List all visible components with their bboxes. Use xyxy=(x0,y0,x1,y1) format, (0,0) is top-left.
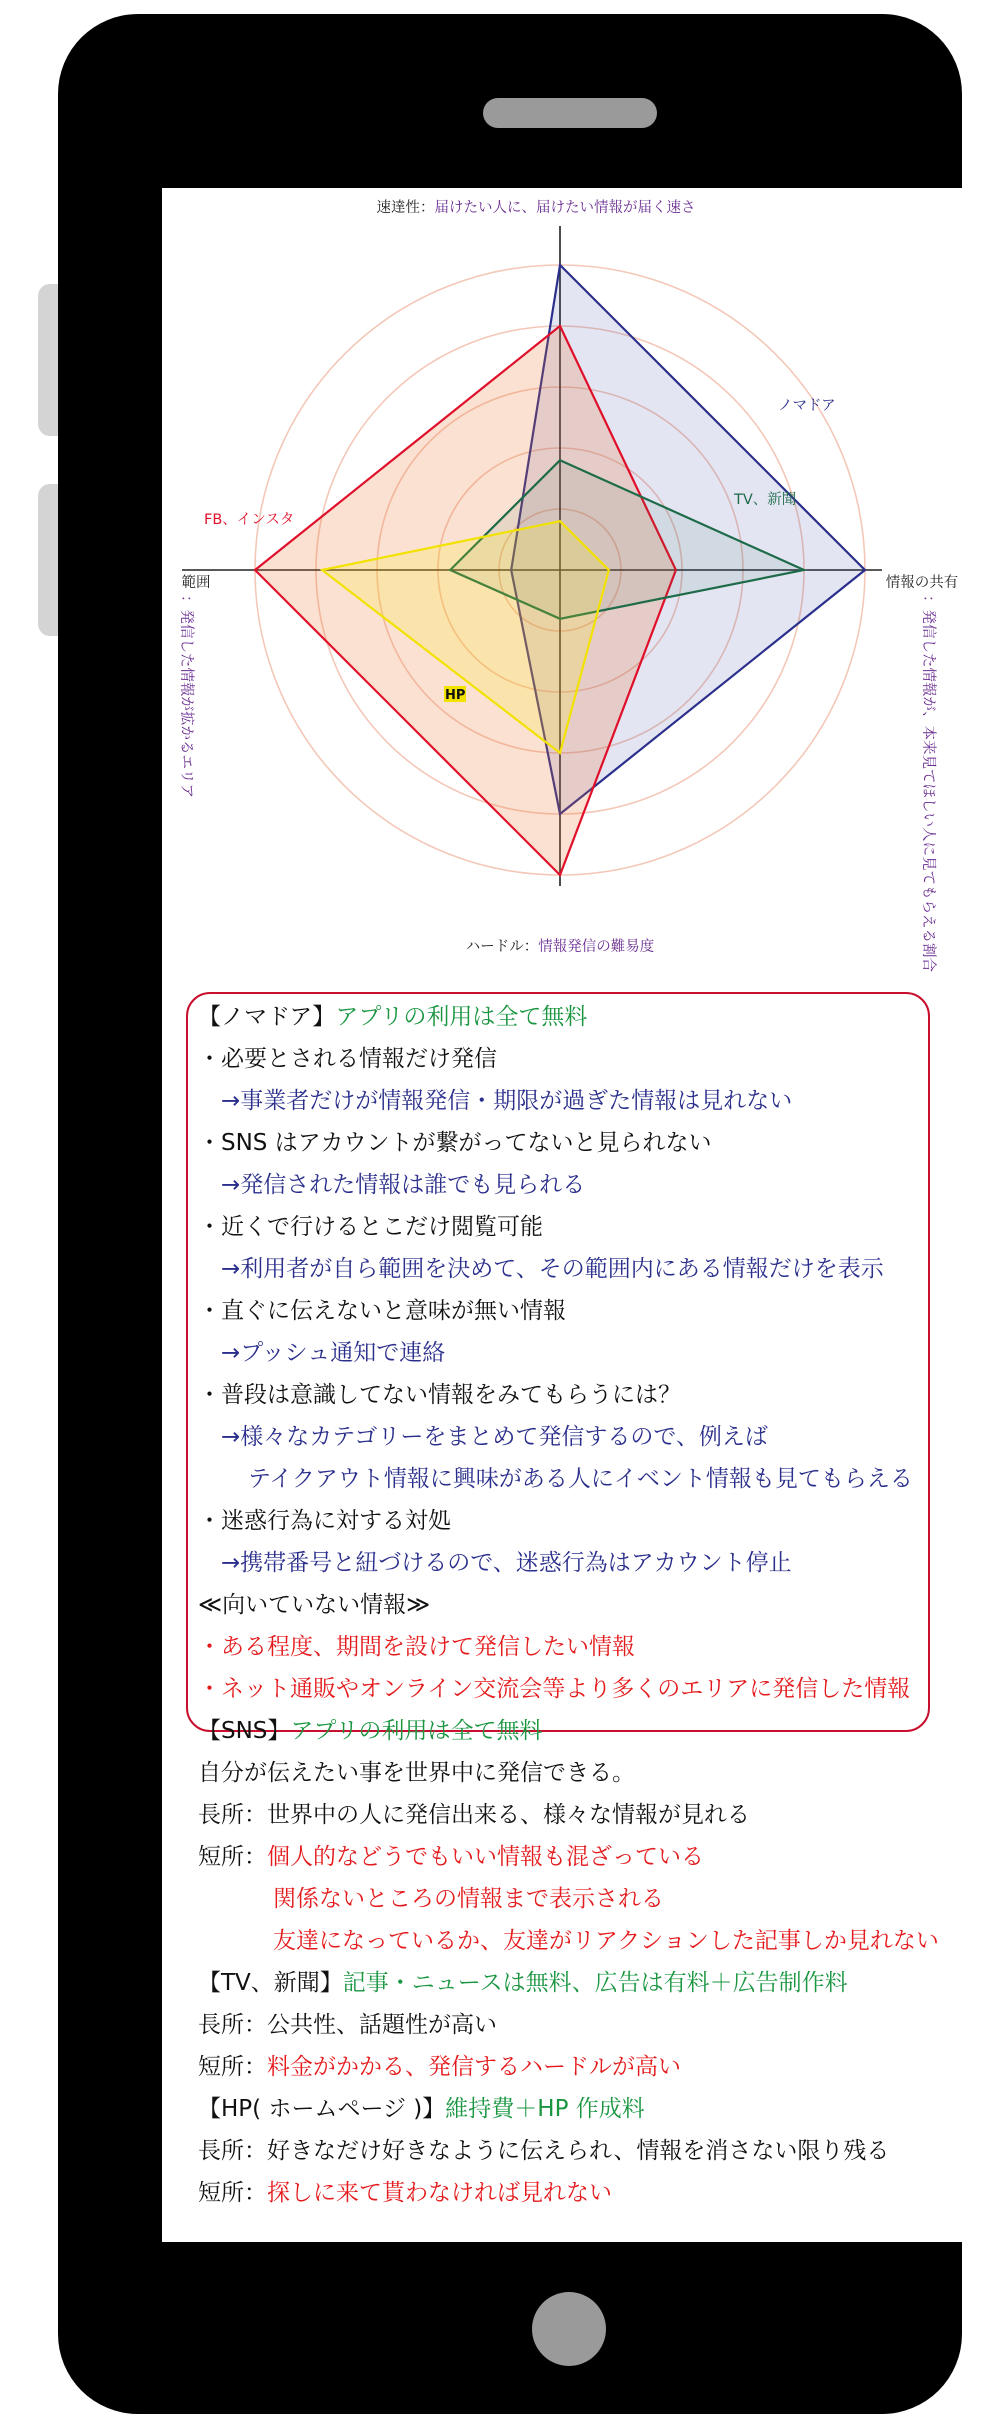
hp-heading: 【HP( ホームページ )】維持費＋HP 作成料 xyxy=(198,2096,645,2122)
legend-nomad: ノマドア xyxy=(778,398,836,414)
sns-heading: 【SNS】アプリの利用は全て無料 xyxy=(198,1718,543,1744)
nomad-not-suited-heading: ≪向いていない情報≫ xyxy=(198,1592,431,1618)
hp-merit: 長所：好きなだけ好きなように伝えられ、情報を消さない限り残る xyxy=(198,2138,890,2164)
nomad-point-4-answer: →プッシュ通知で連絡 xyxy=(221,1340,446,1366)
axis-label-speed: 速達性：届けたい人に、届けたい情報が届く速さ xyxy=(376,200,696,216)
nomad-not-suited-2: ・ネット通販やオンライン交流会等より多くのエリアに発信した情報 xyxy=(198,1676,911,1702)
axis-desc-range: ：発信した情報が拡かるエリア xyxy=(178,595,194,798)
nomad-point-5-answer-cont: テイクアウト情報に興味がある人にイベント情報も見てもらえる xyxy=(248,1466,913,1492)
legend-tv-newspaper: TV、新聞 xyxy=(734,492,797,508)
nomad-not-suited-1: ・ある程度、期間を設けて発信したい情報 xyxy=(198,1634,635,1660)
sns-demerit-3: 友達になっているか、友達がリアクションした記事しか見れない xyxy=(273,1928,939,1954)
axis-label-share: 情報の共有 xyxy=(885,575,959,591)
nomad-point-1-answer: →事業者だけが情報発信・期限が過ぎた情報は見れない xyxy=(221,1088,793,1114)
speaker-grille xyxy=(483,98,657,128)
nomad-point-6-answer: →携帯番号と紐づけるので、迷惑行為はアカウント停止 xyxy=(221,1550,792,1576)
tv-demerit: 短所：料金がかかる、発信するハードルが高い xyxy=(198,2054,681,2080)
radar-chart xyxy=(162,188,974,978)
phone-screen xyxy=(162,188,974,2242)
nomad-point-5: ・普段は意識してない情報をみてもらうには？ xyxy=(198,1382,681,1408)
phone-frame xyxy=(58,14,962,2414)
legend-hp: HP xyxy=(445,688,466,703)
nomad-point-3-answer: →利用者が自ら範囲を決めて、その範囲内にある情報だけを表示 xyxy=(221,1256,884,1282)
nomad-point-2: ・SNS はアカウントが繋がってないと見られない xyxy=(198,1130,712,1156)
comparison-text xyxy=(198,996,968,2214)
axis-label-range: 範囲 xyxy=(181,575,211,591)
tv-heading: 【TV、新聞】記事・ニュースは無料、広告は有料＋広告制作料 xyxy=(198,1970,848,1996)
tv-merit: 長所：公共性、話題性が高い xyxy=(198,2012,497,2038)
nomad-point-2-answer: →発信された情報は誰でも見られる xyxy=(221,1172,586,1198)
nomad-point-1: ・必要とされる情報だけ発信 xyxy=(198,1046,497,1072)
axis-label-hurdle: ハードル：情報発信の難易度 xyxy=(465,939,655,955)
nomad-heading: 【ノマドア】アプリの利用は全て無料 xyxy=(198,1004,588,1030)
legend-fb-insta: FB、インスタ xyxy=(204,512,295,528)
radar-series-layer xyxy=(255,265,865,875)
nomad-point-4: ・直ぐに伝えないと意味が無い情報 xyxy=(198,1298,566,1324)
sns-description: 自分が伝えたい事を世界中に発信できる。 xyxy=(198,1760,635,1786)
nomad-point-5-answer: →様々なカテゴリーをまとめて発信するので、例えば xyxy=(221,1424,768,1450)
nomad-point-3: ・近くで行けるとこだけ閲覧可能 xyxy=(198,1214,543,1240)
hp-demerit: 短所：探しに来て貰わなければ見れない xyxy=(198,2180,612,2206)
nomad-point-6: ・迷惑行為に対する対処 xyxy=(198,1508,451,1534)
sns-demerit: 短所：個人的などうでもいい情報も混ざっている xyxy=(198,1844,704,1870)
home-button[interactable] xyxy=(532,2292,606,2366)
sns-demerit-2: 関係ないところの情報まで表示される xyxy=(273,1886,664,1912)
axis-desc-share: ：発信した情報が、本来見てほしい人に見てもらえる割合 xyxy=(920,595,936,972)
sns-merit: 長所：世界中の人に発信出来る、様々な情報が見れる xyxy=(198,1802,750,1828)
